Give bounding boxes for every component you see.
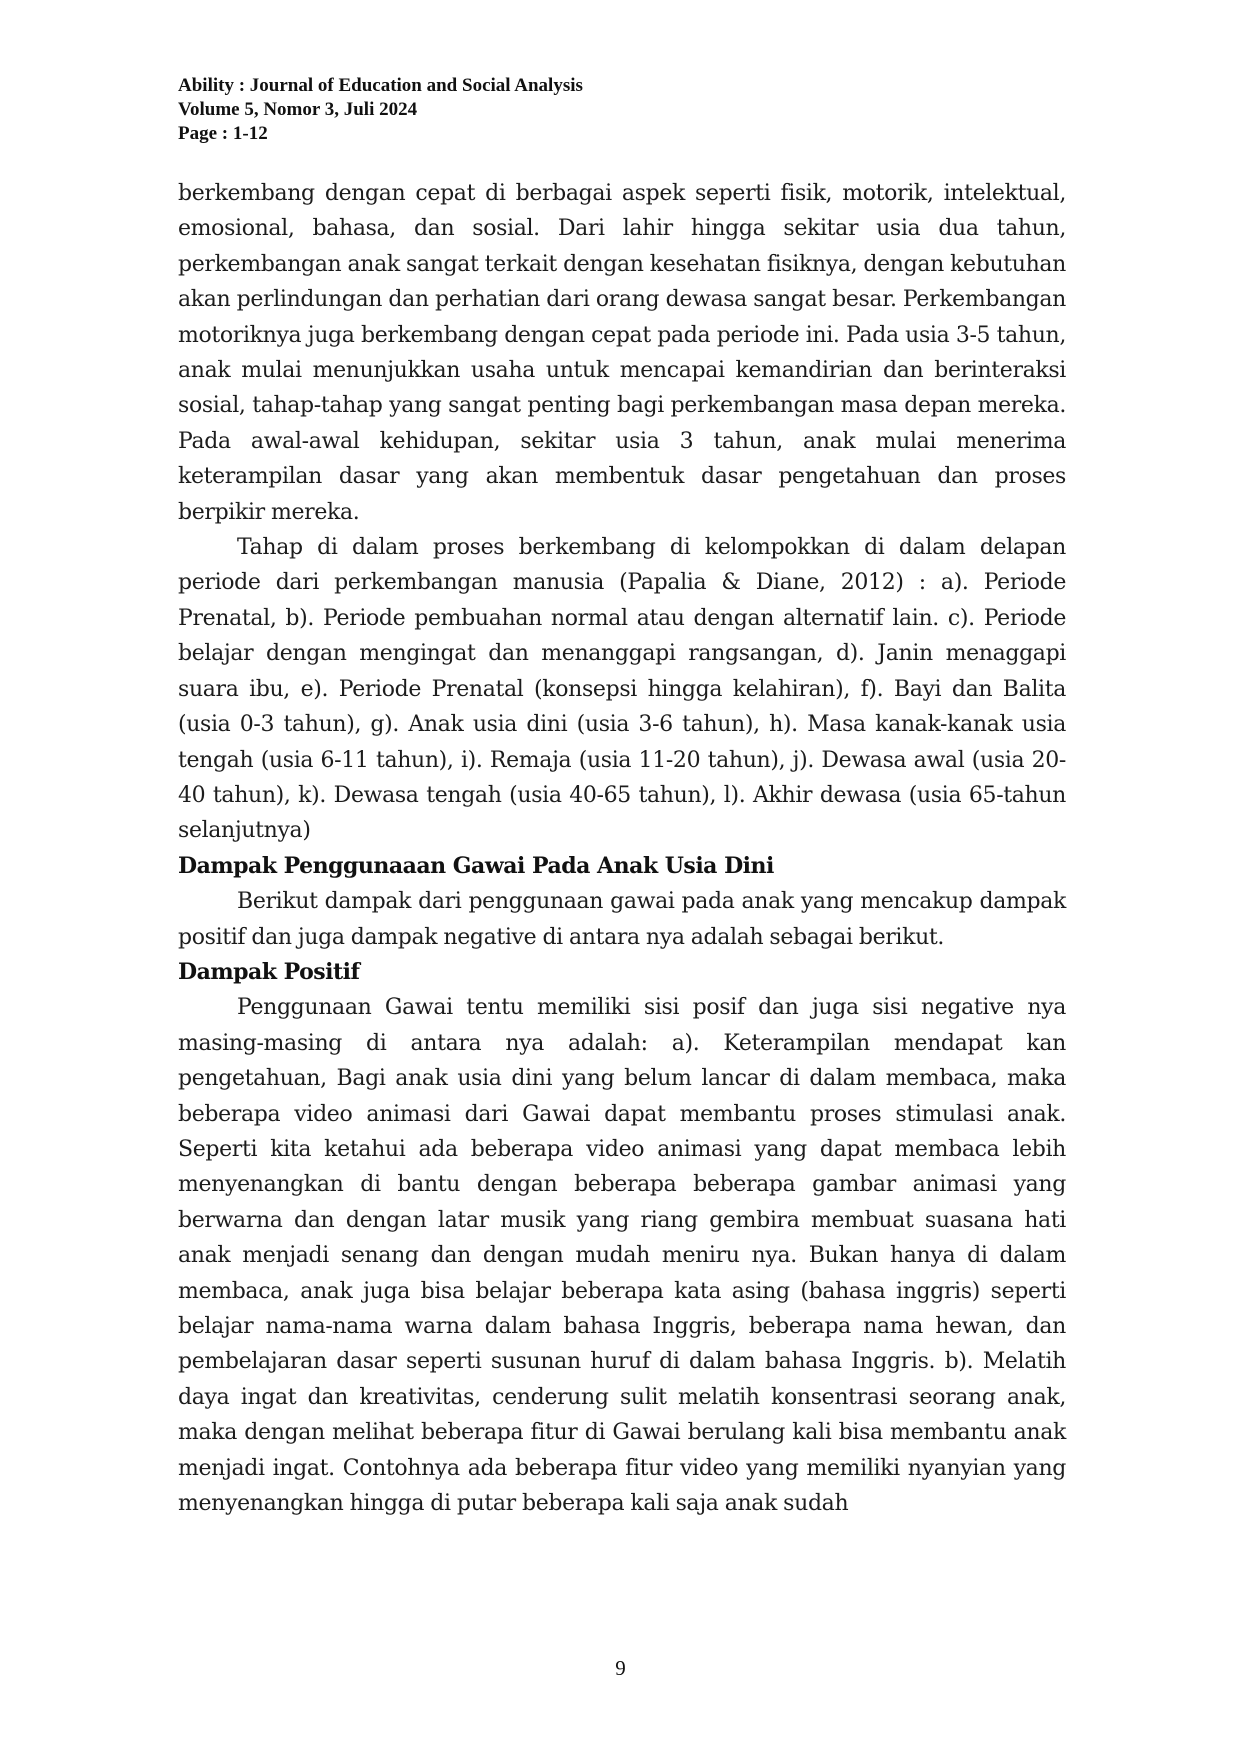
subsection-heading-positive-impact: Dampak Positif [178,958,360,985]
paragraph-continuation: berkembang dengan cepat di berbagai aspek seperti fisik, motorik, intelektual, emosional, bahasa, dan sosial. Dari lahir hingga sekitar usia dua tahun, perkembangan anak sangat terkait dengan kesehatan fisiknya, dengan kebutuhan akan perlindungan dan perhatian dari orang dewasa sangat besar. Perkembangan motoriknya juga berkembang dengan cepat pada periode ini. Pada usia 3-5 tahun, anak mulai menunjukkan usaha untuk mencapai kemandirian dan berinteraksi sosial, tahap-tahap yang sangat penting bagi perkembangan masa depan mereka. Pada awal-awal kehidupan, sekitar usia 3 tahun, anak mulai menerima keterampilan dasar yang akan membentuk dasar pengetahuan dan proses berpikir mereka. [178,181,1066,525]
paragraph-impact-intro: Berikut dampak dari penggunaan gawai pada anak yang mencakup dampak positif dan juga dampak negative di antara nya adalah sebagai berikut. [178,889,1066,950]
journal-volume: Volume 5, Nomor 3, Juli 2024 [178,99,418,120]
section-heading-gadget-impact: Dampak Penggunaaan Gawai Pada Anak Usia Dini [178,852,774,879]
page-number: 9 [615,1656,626,1680]
journal-page-range: Page : 1-12 [178,123,268,144]
journal-title: Ability : Journal of Education and Social Analysis [178,75,583,96]
article-body [178,176,1066,1521]
paragraph-positive-impact: Penggunaan Gawai tentu memiliki sisi posif dan juga sisi negative nya masing-masing di antara nya adalah: a). Keterampilan mendapat kan pengetahuan, Bagi anak usia dini yang belum lancar di dalam membaca, maka beberapa video animasi dari Gawai dapat membantu proses stimulasi anak. Seperti kita ketahui ada beberapa video animasi yang dapat membaca lebih menyenangkan di bantu dengan beberapa beberapa gambar animasi yang berwarna dan dengan latar musik yang riang gembira membuat suasana hati anak menjadi senang dan dengan mudah meniru nya. Bukan hanya di dalam membaca, anak juga bisa belajar beberapa kata asing (bahasa inggris) seperti belajar nama-nama warna dalam bahasa Inggris, beberapa nama hewan, dan pembelajaran dasar seperti susunan huruf di dalam bahasa Inggris. b). Melatih daya ingat dan kreativitas, cenderung sulit melatih konsentrasi seorang anak, maka dengan melihat beberapa fitur di Gawai berulang kali bisa membantu anak menjadi ingat. Contohnya ada beberapa fitur video yang memiliki nyanyian yang menyenangkan hingga di putar beberapa kali saja anak sudah [178,995,1066,1517]
journal-header [178,74,583,146]
paragraph-development-periods: Tahap di dalam proses berkembang di kelompokkan di dalam delapan periode dari perkembangan manusia (Papalia & Diane, 2012) : a). Periode Prenatal, b). Periode pembuahan normal atau dengan alternatif lain. c). Periode belajar dengan mengingat dan menanggapi rangsangan, d). Janin menaggapi suara ibu, e). Periode Prenatal (konsepsi hingga kelahiran), f). Bayi dan Balita (usia 0-3 tahun), g). Anak usia dini (usia 3-6 tahun), h). Masa kanak-kanak usia tengah (usia 6-11 tahun), i). Remaja (usia 11-20 tahun), j). Dewasa awal (usia 20-40 tahun), k). Dewasa tengah (usia 40-65 tahun), l). Akhir dewasa (usia 65-tahun selanjutnya) [178,535,1066,844]
